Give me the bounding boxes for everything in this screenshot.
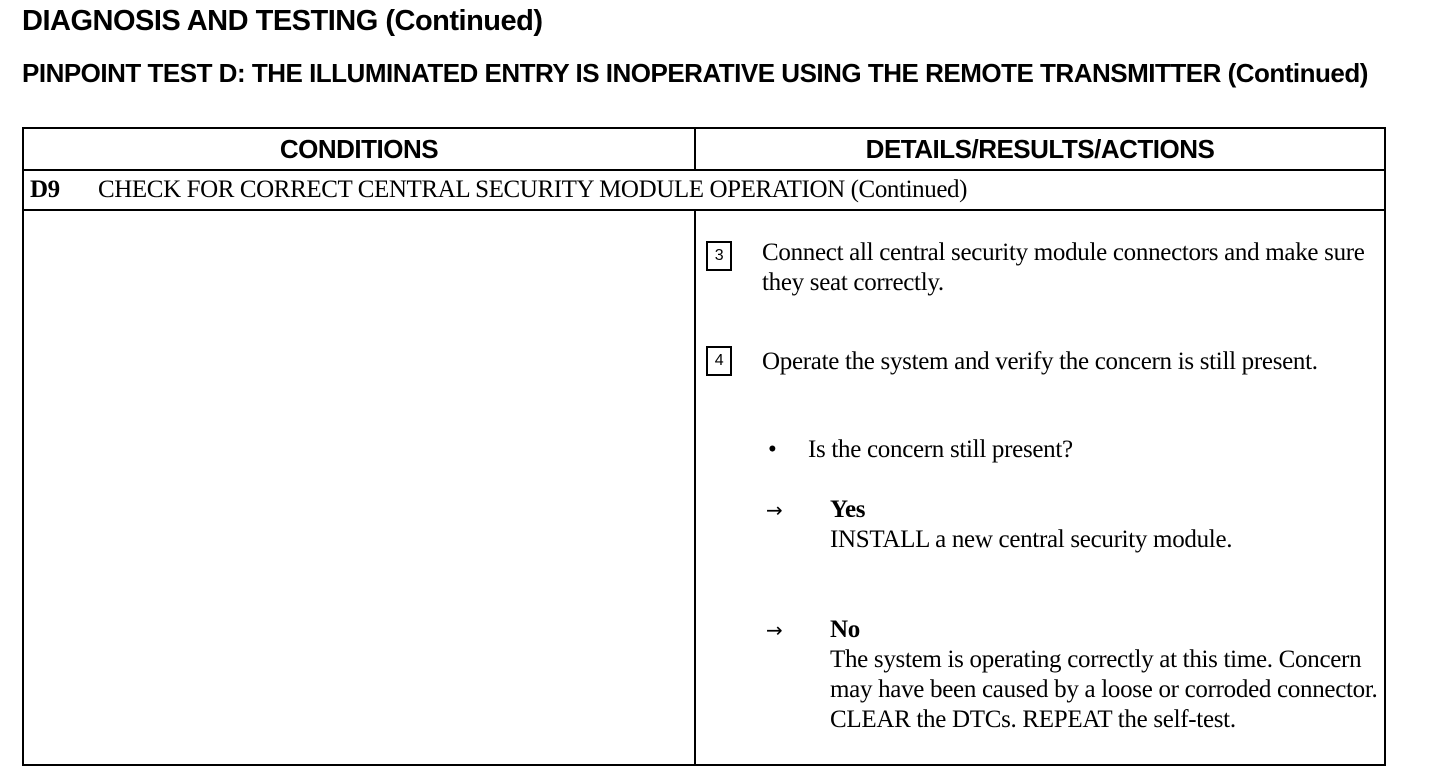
step-number-box: 3 xyxy=(706,241,732,271)
details-column-header: DETAILS/RESULTS/ACTIONS xyxy=(865,134,1215,164)
pinpoint-test-table xyxy=(22,127,1386,766)
details-cell xyxy=(696,211,1384,764)
step-instruction: Operate the system and verify the concern is still present. xyxy=(762,348,1318,375)
answer-yes-action: INSTALL a new central security module. xyxy=(830,526,1233,553)
question-text: Is the concern still present? xyxy=(808,436,1073,463)
step-row xyxy=(24,171,1384,209)
conditions-column-header: CONDITIONS xyxy=(279,134,439,164)
conditions-cell xyxy=(24,211,694,764)
page-heading: DIAGNOSIS AND TESTING (Continued) xyxy=(22,5,543,37)
arrow-right-icon: → xyxy=(766,618,783,642)
step-id: D9 xyxy=(30,176,60,203)
answer-yes-label: Yes xyxy=(830,496,866,523)
step-title: CHECK FOR CORRECT CENTRAL SECURITY MODULE OPERATION (Continued) xyxy=(98,176,968,203)
answer-no-action: The system is operating correctly at this time. Concern may have been caused by a loose or corroded connector. CLEAR the DTCs. REPEAT the self-test. xyxy=(830,646,1378,733)
arrow-right-icon: → xyxy=(766,498,783,522)
step-instruction: Connect all central security module connectors and make sure they seat correctly. xyxy=(762,239,1365,296)
pinpoint-test-title: PINPOINT TEST D: THE ILLUMINATED ENTRY IS INOPERATIVE USING THE REMOTE TRANSMITTER (Continued) xyxy=(22,58,1368,88)
bullet-icon: • xyxy=(768,436,777,463)
step-number-box: 4 xyxy=(706,346,732,376)
answer-no-label: No xyxy=(830,616,860,643)
